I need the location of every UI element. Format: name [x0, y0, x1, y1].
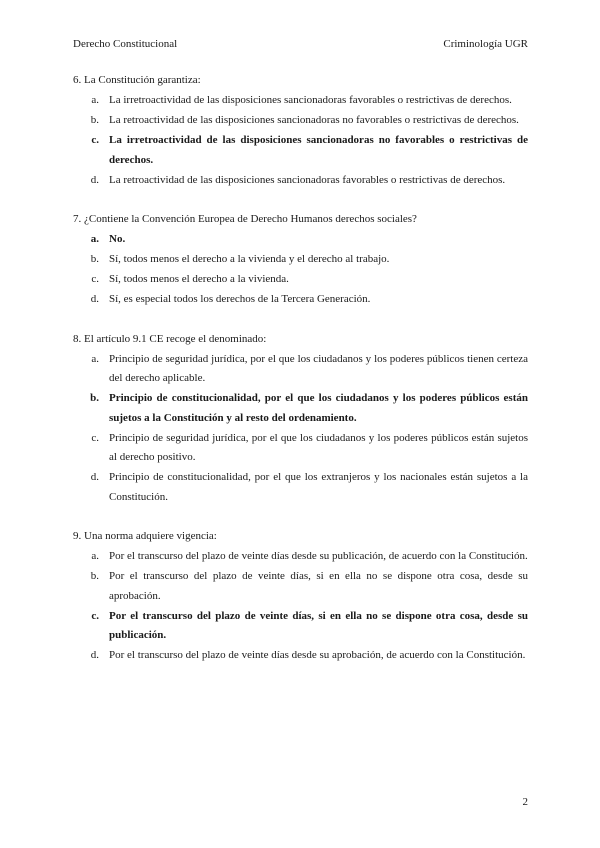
page-header [73, 38, 528, 50]
option-letter: c. [91, 609, 99, 622]
answer-option [73, 250, 528, 270]
answer-option [73, 290, 528, 310]
question-text: 8. El artículo 9.1 CE recoge el denominado: [73, 332, 267, 345]
option-text: Sí, es especial todos los derechos de la Tercera Generación. [109, 293, 371, 305]
answer-options [73, 91, 528, 190]
answer-option [73, 646, 528, 666]
option-text: Por el transcurso del plazo de veinte días, si en ella no se dispone otra cosa, desde su publicación. [109, 609, 528, 641]
option-text: La irretroactividad de las disposiciones sancionadoras no favorables o restrictivas de derechos. [109, 134, 528, 166]
option-letter: a. [91, 550, 99, 562]
answer-option [73, 350, 528, 389]
question-text: 7. ¿Contiene la Convención Europea de Derecho Humanos derechos sociales? [73, 213, 417, 225]
answer-option [73, 171, 528, 191]
question-list [73, 72, 528, 687]
option-letter: d. [90, 649, 99, 661]
option-letter: c. [91, 134, 99, 146]
option-text: La retroactividad de las disposiciones sancionadoras no favorables o restrictivas de derechos. [109, 114, 519, 126]
question-8 [73, 331, 528, 508]
answer-option [73, 111, 528, 131]
option-text: Principio de seguridad jurídica, por el que los ciudadanos y los poderes públicos tienen certeza del derecho aplicable. [109, 352, 528, 384]
option-letter: d. [90, 173, 99, 186]
page-number: 2 [522, 796, 528, 808]
option-letter: b. [90, 392, 99, 404]
option-text: Por el transcurso del plazo de veinte días desde su publicación, de acuerdo con la Constitución. [109, 550, 528, 562]
option-text: La retroactividad de las disposiciones sancionadoras favorables o restrictivas de derechos. [109, 173, 506, 186]
option-letter: c. [91, 431, 99, 444]
option-text: Principio de seguridad jurídica, por el que los ciudadanos y los poderes públicos están sujetos al derecho positivo. [109, 431, 528, 463]
option-text: Por el transcurso del plazo de veinte días, si en ella no se dispone otra cosa, desde su aprobación. [109, 570, 528, 602]
header-course-title: Derecho Constitucional [73, 38, 178, 50]
header-degree-title: Criminología UGR [443, 38, 528, 50]
option-letter: c. [91, 273, 99, 285]
question-7 [73, 211, 528, 310]
answer-option [73, 468, 528, 507]
answer-option-correct [73, 230, 528, 250]
answer-option-correct [73, 389, 528, 428]
question-9 [73, 528, 528, 666]
option-letter: a. [91, 94, 99, 106]
option-text: Principio de constitucionalidad, por el que los extranjeros y los nacionales están sujetos a la Constitución. [109, 471, 528, 503]
option-letter: b. [90, 253, 99, 265]
answer-options [73, 350, 528, 508]
option-text: Por el transcurso del plazo de veinte días desde su aprobación, de acuerdo con la Constitución. [109, 649, 526, 661]
option-letter: a. [90, 233, 99, 245]
question-6 [73, 72, 528, 190]
option-text: La irretroactividad de las disposiciones sancionadoras favorables o restrictivas de derechos. [109, 94, 512, 106]
answer-option [73, 270, 528, 290]
answer-option-correct [73, 607, 528, 646]
option-text: No. [109, 233, 126, 245]
option-letter: d. [90, 471, 99, 483]
option-letter: b. [90, 570, 99, 582]
option-text: Sí, todos menos el derecho a la vivienda y el derecho al trabajo. [109, 253, 390, 265]
option-text: Sí, todos menos el derecho a la vivienda. [109, 273, 289, 285]
option-text: Principio de constitucionalidad, por el que los ciudadanos y los poderes públicos están sujetos a la Constitución y al resto del ordenamiento. [109, 392, 528, 424]
answer-options [73, 230, 528, 310]
answer-option [73, 429, 528, 468]
question-text: 6. La Constitución garantiza: [73, 74, 201, 86]
answer-option [73, 91, 528, 111]
question-text: 9. Una norma adquiere vigencia: [73, 530, 217, 542]
option-letter: a. [91, 352, 99, 365]
answer-option-correct [73, 131, 528, 170]
answer-option [73, 547, 528, 567]
answer-options [73, 547, 528, 666]
answer-option [73, 567, 528, 606]
option-letter: b. [90, 114, 99, 126]
option-letter: d. [90, 293, 99, 305]
